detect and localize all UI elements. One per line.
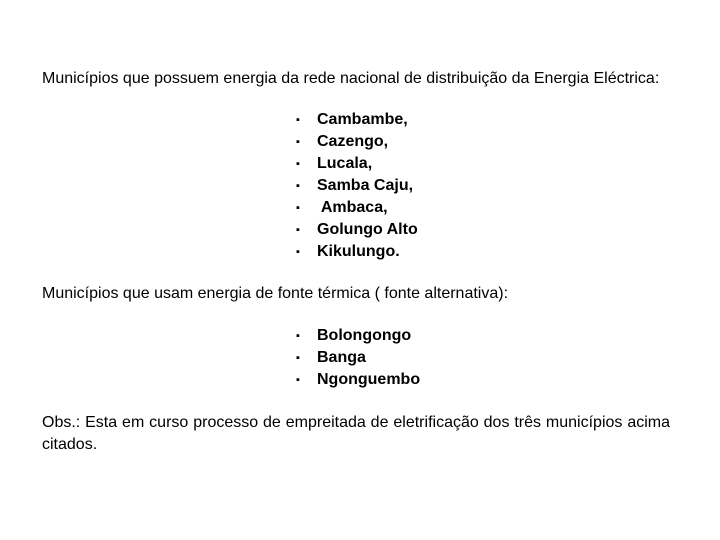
list-item: ▪ Cazengo,	[296, 131, 418, 153]
thermal-municipalities-list	[296, 325, 420, 391]
square-bullet-icon: ▪	[296, 224, 300, 236]
section2-heading: Municípios que usam energia de fonte térmica ( fonte alternativa):	[42, 285, 509, 302]
list-item: ▪ Bolongongo	[296, 325, 420, 347]
square-bullet-icon: ▪	[296, 374, 300, 386]
list-item: ▪ Ngonguembo	[296, 369, 420, 391]
list-item: ▪ Banga	[296, 347, 420, 369]
list-item: ▪ Golungo Alto	[296, 219, 418, 241]
list-item: ▪ Lucala,	[296, 153, 418, 175]
square-bullet-icon: ▪	[296, 180, 300, 192]
observation-note: Obs.: Esta em curso processo de empreitada de eletrificação dos três municípios acima citados.	[42, 414, 670, 453]
square-bullet-icon: ▪	[296, 330, 300, 342]
square-bullet-icon: ▪	[296, 246, 300, 258]
list-item: ▪ Cambambe,	[296, 109, 418, 131]
list-item: ▪ Ambaca,	[296, 197, 418, 219]
square-bullet-icon: ▪	[296, 352, 300, 364]
list-item: ▪ Kikulungo.	[296, 241, 418, 263]
square-bullet-icon: ▪	[296, 202, 300, 214]
list-item: ▪ Samba Caju,	[296, 175, 418, 197]
square-bullet-icon: ▪	[296, 158, 300, 170]
grid-municipalities-list	[296, 109, 418, 263]
section1-heading: Municípios que possuem energia da rede nacional de distribuição da Energia Eléctrica:	[42, 70, 660, 87]
square-bullet-icon: ▪	[296, 136, 300, 148]
square-bullet-icon: ▪	[296, 114, 300, 126]
